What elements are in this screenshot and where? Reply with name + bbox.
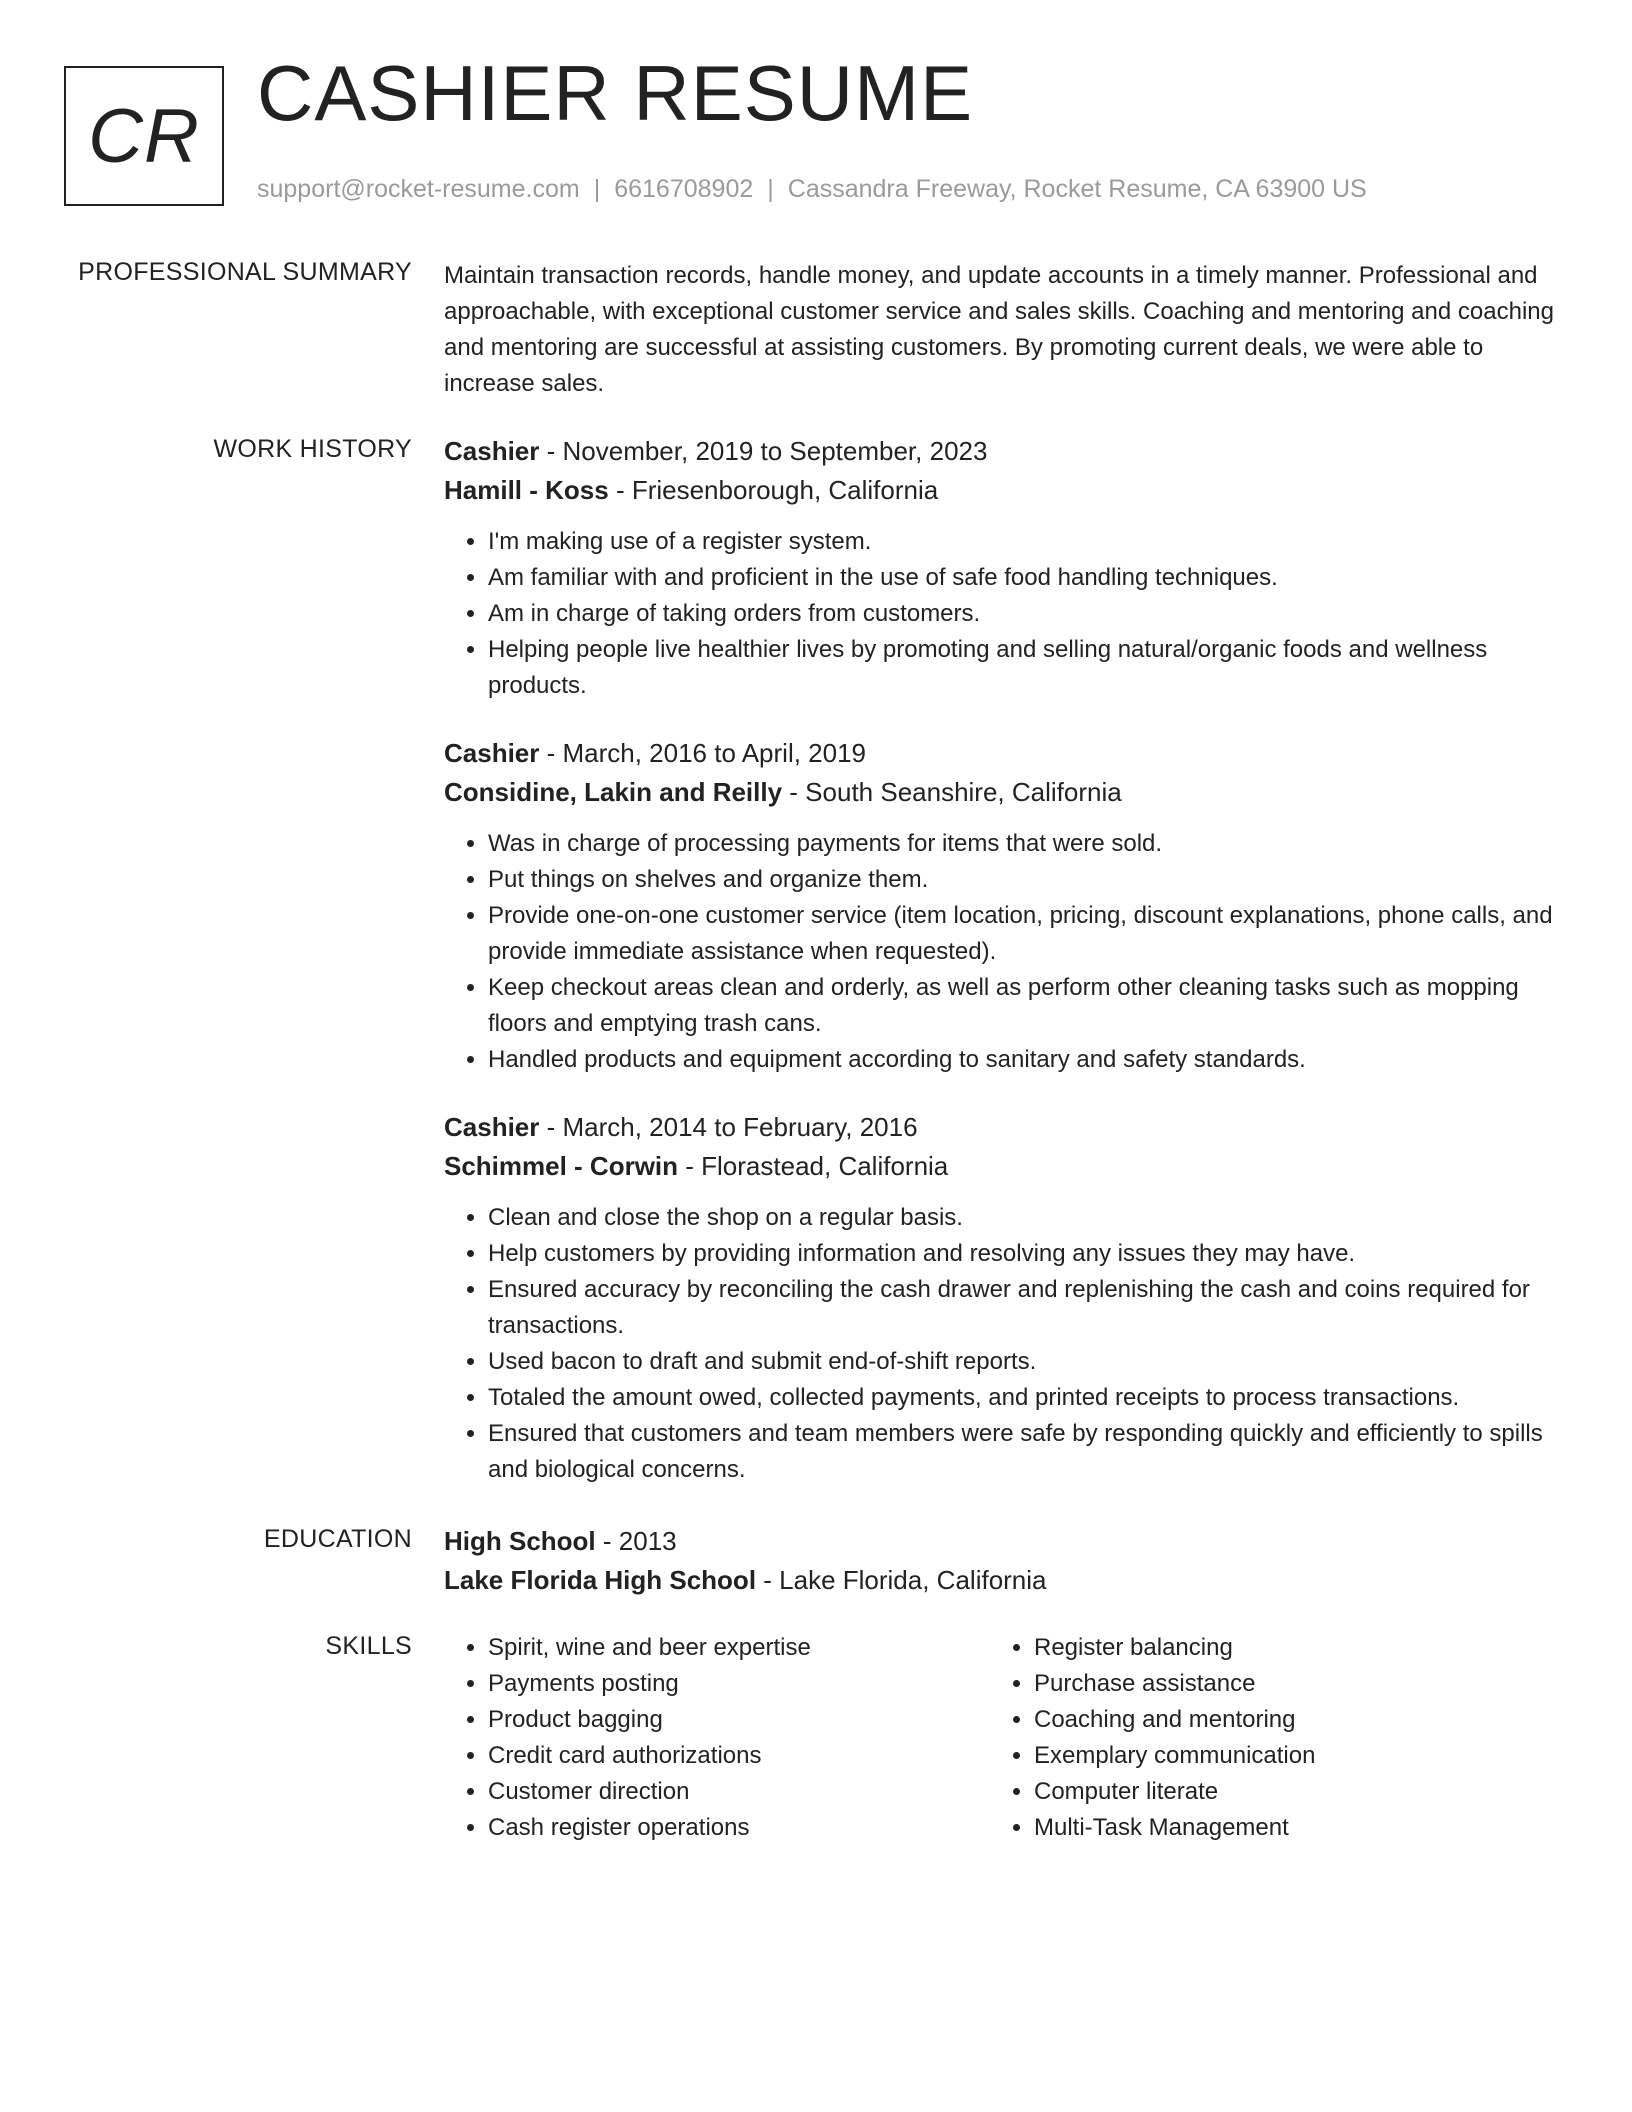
- job-employer: Schimmel - Corwin: [444, 1151, 679, 1181]
- section-body: [444, 432, 1564, 1488]
- job-dates: - March, 2016 to April, 2019: [539, 738, 867, 768]
- job-duties: [444, 1200, 1564, 1488]
- skill-item: • Coaching and mentoring: [1034, 1702, 1536, 1738]
- job-duty: • Help customers by providing information and resolving any issues they may have.: [488, 1236, 1564, 1272]
- skill-item: • Product bagging: [488, 1702, 990, 1738]
- contact-email: support@rocket-resume.com: [257, 175, 580, 203]
- section-heading: WORK HISTORY: [213, 435, 412, 463]
- section-body: [444, 1522, 1564, 1600]
- job-duty: • Provide one-on-one customer service (item location, pricing, discount explanations, phone calls, and provide immediate assistance when requested).: [488, 898, 1564, 970]
- education-school-line: [444, 1561, 1564, 1600]
- job-location: - Florastead, California: [678, 1151, 949, 1181]
- job-dates: - March, 2014 to February, 2016: [539, 1112, 918, 1142]
- job-entry: [444, 1108, 1564, 1488]
- education-degree: High School: [444, 1526, 596, 1556]
- skill-item: • Computer literate: [1034, 1774, 1536, 1810]
- section-body: [444, 258, 1564, 402]
- education-degree-line: [444, 1522, 1564, 1561]
- job-duty: • Put things on shelves and organize them.: [488, 862, 1564, 898]
- skill-item: • Exemplary communication: [1034, 1738, 1536, 1774]
- job-duty: • I'm making use of a register system.: [488, 524, 1564, 560]
- contact-separator: |: [767, 175, 774, 203]
- job-duty: • Helping people live healthier lives by promoting and selling natural/organic foods and wellness products.: [488, 632, 1564, 704]
- contact-line: [257, 175, 1367, 204]
- job-title-line: [444, 1108, 1564, 1147]
- job-entry: [444, 432, 1564, 704]
- skill-item: • Payments posting: [488, 1666, 990, 1702]
- job-title: Cashier: [444, 1112, 540, 1142]
- skill-item: • Purchase assistance: [1034, 1666, 1536, 1702]
- section-heading: SKILLS: [325, 1632, 412, 1660]
- job-duty: • Clean and close the shop on a regular basis.: [488, 1200, 1564, 1236]
- job-title: Cashier: [444, 738, 540, 768]
- section-heading: PROFESSIONAL SUMMARY: [78, 258, 412, 286]
- job-employer-line: [444, 1147, 1564, 1186]
- resume-title: CASHIER RESUME: [257, 49, 974, 137]
- monogram-box: [64, 66, 224, 206]
- job-duties: [444, 826, 1564, 1078]
- skill-item: • Customer direction: [488, 1774, 990, 1810]
- job-dates: - November, 2019 to September, 2023: [539, 436, 988, 466]
- job-employer-line: [444, 471, 1564, 510]
- job-title: Cashier: [444, 436, 540, 466]
- job-entry: [444, 734, 1564, 1078]
- skills-list-left: [444, 1630, 990, 1846]
- skill-item: • Credit card authorizations: [488, 1738, 990, 1774]
- job-duty: • Keep checkout areas clean and orderly, as well as perform other cleaning tasks such as mopping floors and emptying trash cans.: [488, 970, 1564, 1042]
- section-heading: EDUCATION: [263, 1525, 412, 1553]
- section-body: [444, 1630, 1564, 1846]
- education-year: - 2013: [595, 1526, 677, 1556]
- job-location: - South Seanshire, California: [782, 777, 1122, 807]
- job-duties: [444, 524, 1564, 704]
- job-duty: • Handled products and equipment according to sanitary and safety standards.: [488, 1042, 1564, 1078]
- skill-item: • Cash register operations: [488, 1810, 990, 1846]
- job-duty: • Ensured that customers and team members were safe by responding quickly and efficiently to spills and biological concerns.: [488, 1416, 1564, 1488]
- education-location: - Lake Florida, California: [756, 1565, 1047, 1595]
- skills-list-right: [990, 1630, 1536, 1846]
- job-employer-line: [444, 773, 1564, 812]
- job-employer: Hamill - Koss: [444, 475, 609, 505]
- skill-item: • Multi-Task Management: [1034, 1810, 1536, 1846]
- contact-address: Cassandra Freeway, Rocket Resume, CA 63900 US: [787, 175, 1367, 203]
- skill-item: • Register balancing: [1034, 1630, 1536, 1666]
- job-location: - Friesenborough, California: [608, 475, 939, 505]
- job-employer: Considine, Lakin and Reilly: [444, 777, 783, 807]
- job-duty: • Am in charge of taking orders from customers.: [488, 596, 1564, 632]
- summary-text: Maintain transaction records, handle money, and update accounts in a timely manner. Professional and approachable, with exceptional customer service and sales skills. Coaching and mentoring and coaching and mentoring are successful at assisting customers. By promoting current deals, we were able to increase sales.: [444, 262, 1554, 397]
- contact-phone: 6616708902: [614, 175, 754, 203]
- skill-item: • Spirit, wine and beer expertise: [488, 1630, 990, 1666]
- job-duty: • Totaled the amount owed, collected payments, and printed receipts to process transactions.: [488, 1380, 1564, 1416]
- job-duty: • Was in charge of processing payments for items that were sold.: [488, 826, 1564, 862]
- job-title-line: [444, 734, 1564, 773]
- job-duty: • Ensured accuracy by reconciling the cash drawer and replenishing the cash and coins required for transactions.: [488, 1272, 1564, 1344]
- contact-separator: |: [593, 175, 601, 203]
- skills-columns: [444, 1630, 1564, 1846]
- education-school: Lake Florida High School: [444, 1565, 757, 1595]
- monogram-initials: CR: [88, 93, 200, 179]
- job-title-line: [444, 432, 1564, 471]
- job-duty: • Used bacon to draft and submit end-of-shift reports.: [488, 1344, 1564, 1380]
- job-duty: • Am familiar with and proficient in the use of safe food handling techniques.: [488, 560, 1564, 596]
